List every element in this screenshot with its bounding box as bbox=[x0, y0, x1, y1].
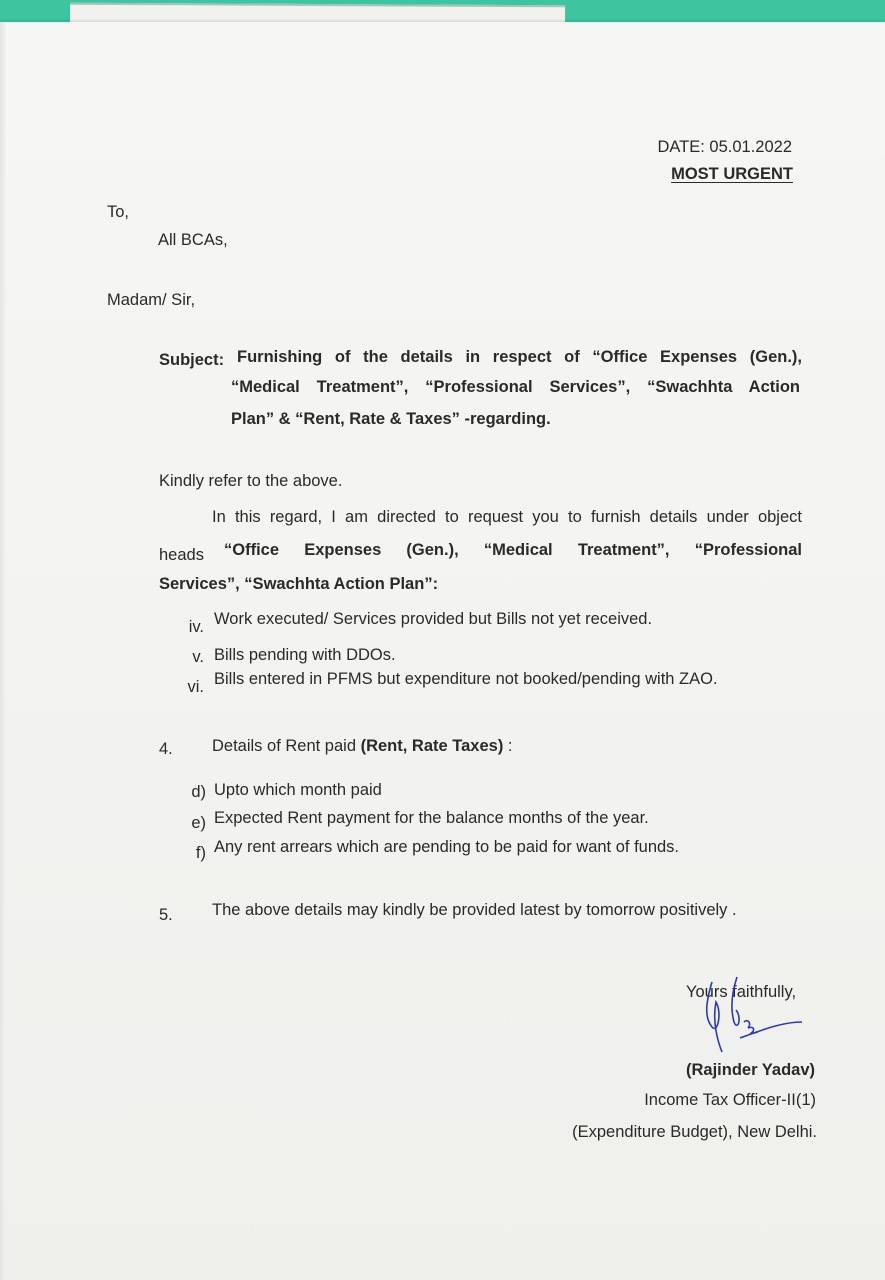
subject-line-1: Furnishing of the details in respect of “Office Expenses (Gen.), bbox=[237, 348, 802, 366]
refer-text: Kindly refer to the above. bbox=[159, 472, 343, 490]
list1-marker-3: vi. bbox=[187, 678, 204, 696]
list1-item-1: Work executed/ Services provided but Bills not yet received. bbox=[214, 610, 653, 628]
item5-text: The above details may kindly be provided latest by tomorrow positively . bbox=[212, 901, 737, 919]
subject-line-2: “Medical Treatment”, “Professional Services”, “Swachhta Action bbox=[231, 378, 800, 396]
para-line-2-heads: heads bbox=[159, 546, 204, 564]
list2-marker-1: d) bbox=[191, 783, 206, 801]
paper-edge bbox=[0, 22, 6, 1280]
list2-item-2: Expected Rent payment for the balance months of the year. bbox=[214, 809, 649, 827]
letter-date: DATE: 05.01.2022 bbox=[657, 138, 792, 156]
list2-marker-3: f) bbox=[195, 844, 206, 862]
closing: Yours faithfully, bbox=[686, 983, 797, 1001]
urgency-label: MOST URGENT bbox=[671, 165, 793, 183]
list2-item-3: Any rent arrears which are pending to be paid for want of funds. bbox=[214, 838, 680, 856]
list2-marker-2: e) bbox=[191, 814, 206, 832]
para-line-2-bold: “Office Expenses (Gen.), “Medical Treatment”, “Professional bbox=[224, 541, 802, 559]
para-line-3: Services”, “Swachhta Action Plan”: bbox=[159, 575, 439, 593]
salutation: Madam/ Sir, bbox=[107, 291, 196, 309]
list1-item-3: Bills entered in PFMS but expenditure not booked/pending with ZAO. bbox=[214, 670, 718, 688]
list1-item-2: Bills pending with DDOs. bbox=[214, 646, 396, 664]
subject-line-3: Plan” & “Rent, Rate & Taxes” -regarding. bbox=[231, 410, 551, 428]
para-line-1: In this regard, I am directed to request you to furnish details under object bbox=[212, 508, 802, 526]
item4-text: Details of Rent paid bbox=[212, 737, 356, 755]
item4-number: 4. bbox=[159, 740, 173, 758]
signatory-office: (Expenditure Budget), New Delhi. bbox=[572, 1123, 817, 1141]
signature-stroke-1 bbox=[707, 982, 722, 1052]
list2-item-1: Upto which month paid bbox=[214, 781, 382, 799]
item5-number: 5. bbox=[159, 906, 173, 924]
subject-label: Subject: bbox=[159, 351, 225, 369]
item4-line bbox=[212, 736, 513, 756]
item4-suffix: : bbox=[503, 737, 513, 755]
item4-bold: (Rent, Rate Taxes) bbox=[360, 737, 504, 755]
recipient: All BCAs, bbox=[158, 231, 228, 249]
to-label: To, bbox=[107, 203, 130, 221]
signature-stroke-2 bbox=[732, 977, 739, 1025]
signatory-designation: Income Tax Officer-II(1) bbox=[644, 1091, 816, 1109]
list1-marker-2: v. bbox=[192, 648, 204, 666]
list1-marker-1: iv. bbox=[188, 618, 204, 636]
signatory-name: (Rajinder Yadav) bbox=[686, 1061, 815, 1079]
